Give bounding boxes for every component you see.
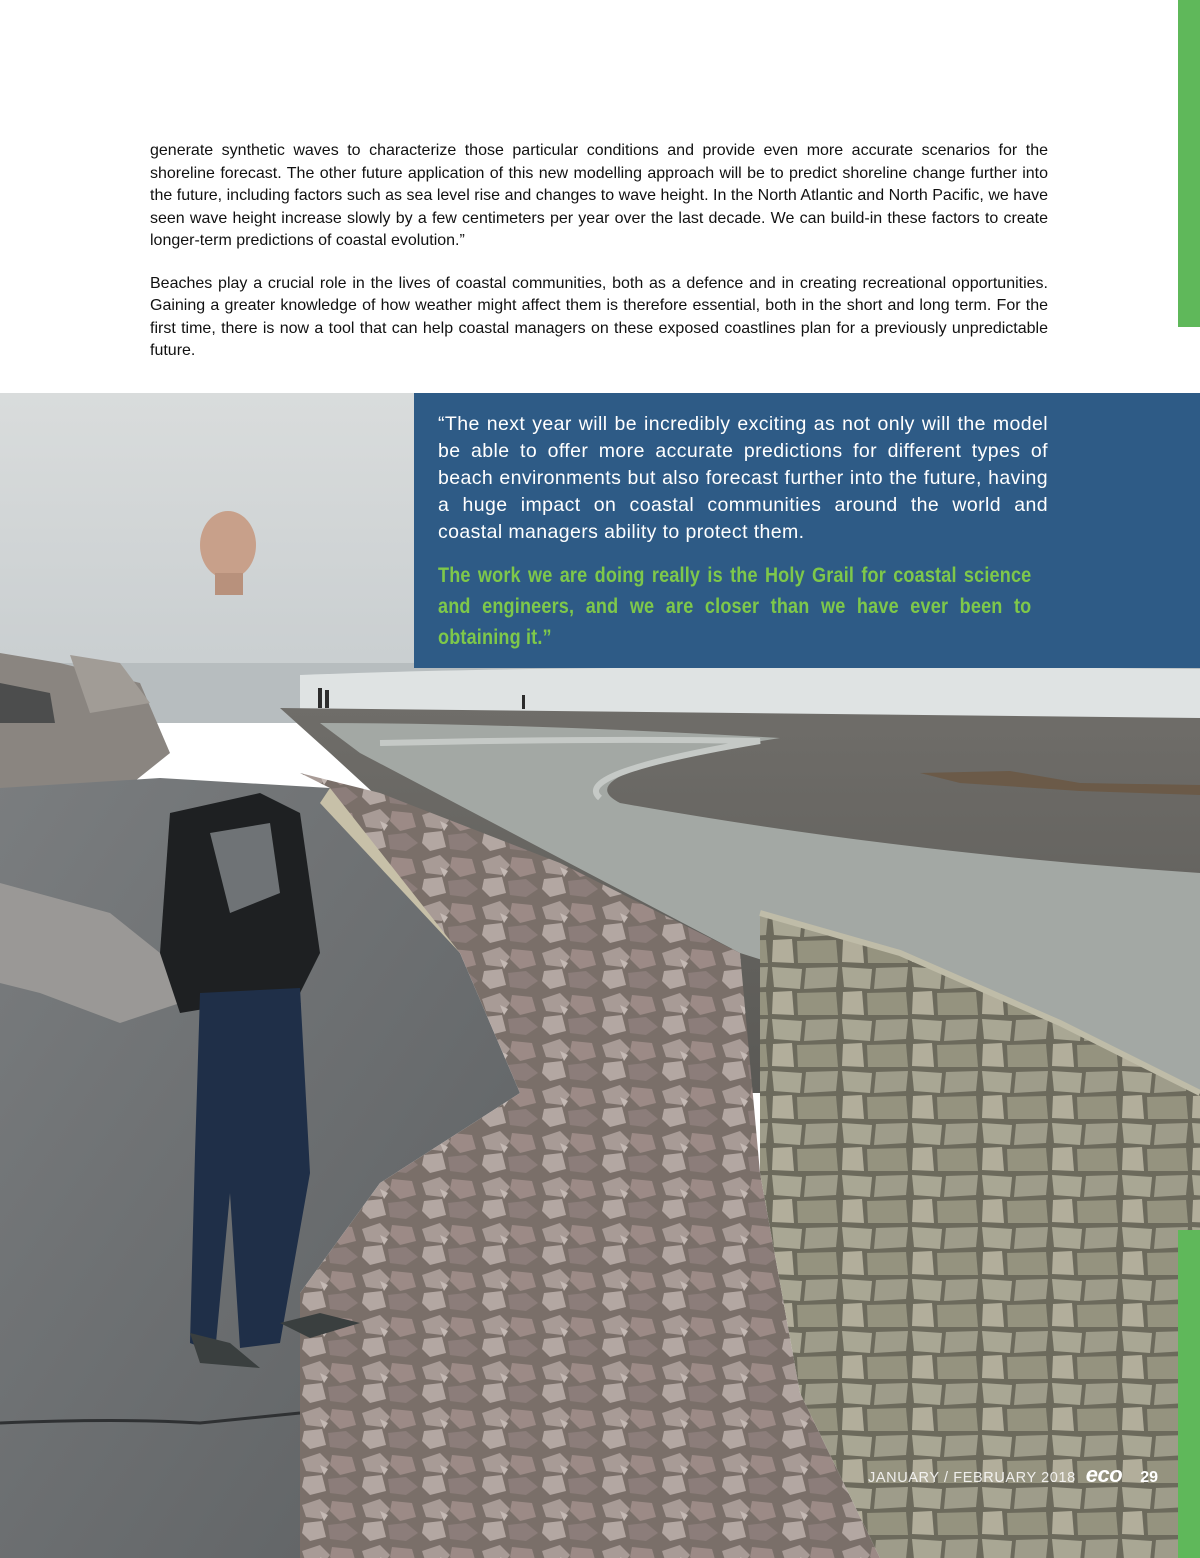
page-footer (868, 1462, 1158, 1488)
section-tab-top (1178, 0, 1200, 327)
pull-quote-box (414, 393, 1200, 668)
pull-quote-body: “The next year will be incredibly exciting as not only will the model be able to offer more accurate predictions for different types of beach environments but also forecast further into the future, having a huge impact on coastal communities around the world and coastal managers ability to protect them. (438, 413, 1048, 543)
article-paragraph-1: generate synthetic waves to characterize those particular conditions and provide even more accurate scenarios for the shoreline forecast. The other future application of this new modelling approach will be to predict shoreline change further into the future, including factors such as sea level rise and changes to wave height. In the North Atlantic and North Pacific, we have seen wave height increase slowly by a few centimeters per year over the last decade. We can build-in these factors to create longer-term predictions of coastal evolution.” (150, 142, 1048, 249)
section-tab-bottom (1178, 1230, 1200, 1558)
article-paragraph-2: Beaches play a crucial role in the lives of coastal communities, both as a defence and in creating recreational opportunities. Gaining a greater knowledge of how weather might affect them is therefore essential, both in the short and long term. For the first time, there is now a tool that can help coastal managers on these exposed coastlines plan for a previously unpredictable future. (150, 274, 1048, 359)
pull-quote-highlight: The work we are doing really is the Holy Grail for coastal science and engineers, and we are closer than we have ever been to obtaining it.” (438, 564, 1032, 649)
article-body (150, 140, 1048, 383)
magazine-logo: eco (1085, 1462, 1123, 1487)
issue-date: JANUARY / FEBRUARY 2018 (868, 1470, 1076, 1486)
page-number: 29 (1140, 1469, 1158, 1486)
